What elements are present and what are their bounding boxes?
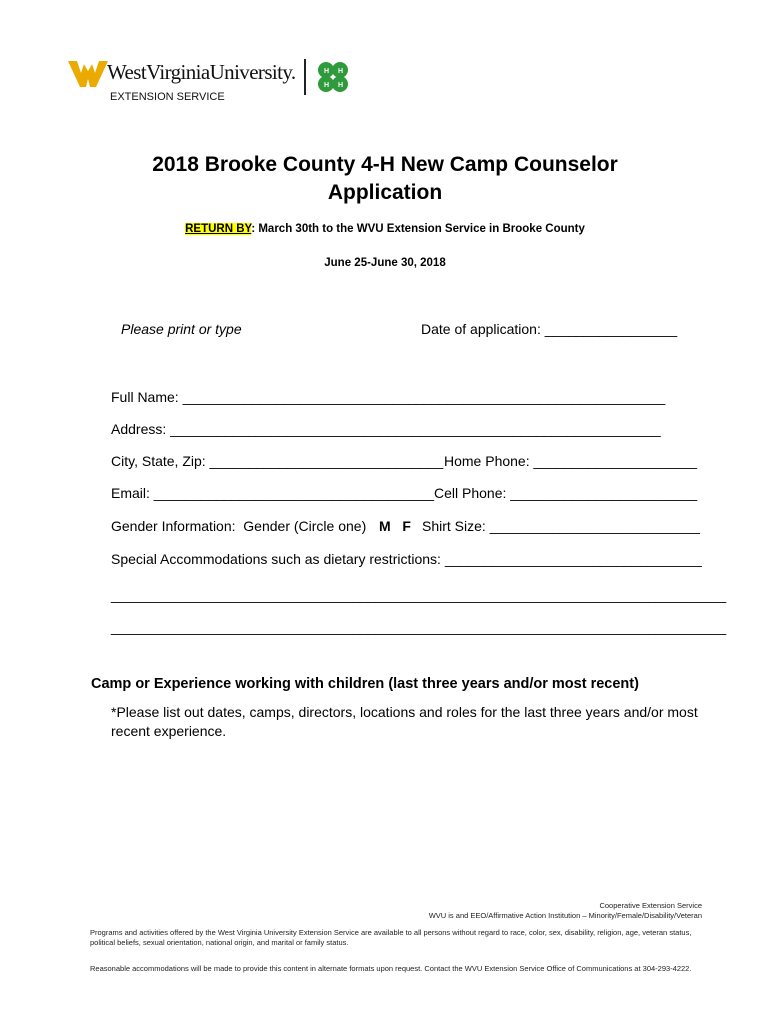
camp-dates: June 25-June 30, 2018 [324, 257, 446, 269]
blank-line-2[interactable]: _______________________________________________________________________________ [111, 619, 727, 635]
footer-accommodations: Reasonable accommodations will be made to provide this content in alternate formats upon request. Contact the WVU Extension Service Office of Communications at 304-293-4222. [90, 964, 692, 973]
svg-text:H: H [324, 68, 330, 75]
svg-text:H: H [338, 82, 344, 89]
page-title-line1: 2018 Brooke County 4-H New Camp Counselor [152, 153, 618, 176]
footer-cooperative: Cooperative Extension Service [599, 901, 702, 910]
return-by-label: RETURN BY [185, 223, 252, 235]
camp-experience-heading: Camp or Experience working with children (last three years and/or most recent) [91, 676, 639, 692]
university-wordmark: WestVirginiaUniversity. [107, 60, 296, 84]
email-field[interactable]: Email: ____________________________________ [111, 485, 435, 501]
wvu-flying-wv-logo-icon [68, 59, 108, 89]
extension-service-label: EXTENSION SERVICE [110, 91, 225, 103]
return-by-text: : March 30th to the WVU Extension Service in Brooke County [251, 223, 585, 235]
address-field[interactable]: Address: _______________________________________________________________ [111, 421, 661, 437]
date-of-application-field[interactable]: Date of application: _________________ [421, 321, 678, 337]
full-name-field[interactable]: Full Name: ______________________________________________________________ [111, 389, 666, 405]
gender-options[interactable]: M F [379, 518, 411, 534]
gender-label: Gender Information: Gender (Circle one) [111, 518, 367, 534]
svg-text:H: H [338, 68, 344, 75]
shirt-size-field[interactable]: Shirt Size: ___________________________ [422, 518, 700, 534]
return-by-line [0, 223, 770, 235]
city-state-zip-field[interactable]: City, State, Zip: ______________________________ [111, 453, 444, 469]
blank-line-1[interactable]: _______________________________________________________________________________ [111, 587, 727, 603]
print-note: Please print or type [121, 321, 242, 337]
svg-text:H: H [324, 82, 330, 89]
home-phone-field[interactable]: Home Phone: _____________________ [444, 453, 698, 469]
cell-phone-field[interactable]: Cell Phone: ________________________ [434, 485, 698, 501]
special-accommodations-field[interactable]: Special Accommodations such as dietary restrictions: _________________________________ [111, 551, 702, 567]
camp-experience-note: *Please list out dates, camps, directors, locations and roles for the last three years and/or most recent experience. [111, 704, 698, 739]
page-title-line2: Application [327, 181, 443, 204]
footer-eeo: WVU is and EEO/Affirmative Action Institution – Minority/Female/Disability/Veteran [428, 911, 702, 920]
logo-divider [304, 59, 306, 95]
footer-programs: Programs and activities offered by the West Virginia University Extension Service are available to all persons without regard to race, color, sex, disability, religion, age, veteran status, political beliefs, sexual orientation, national origin, and marital or family status. [90, 928, 692, 947]
4h-clover-logo-icon [314, 58, 352, 96]
